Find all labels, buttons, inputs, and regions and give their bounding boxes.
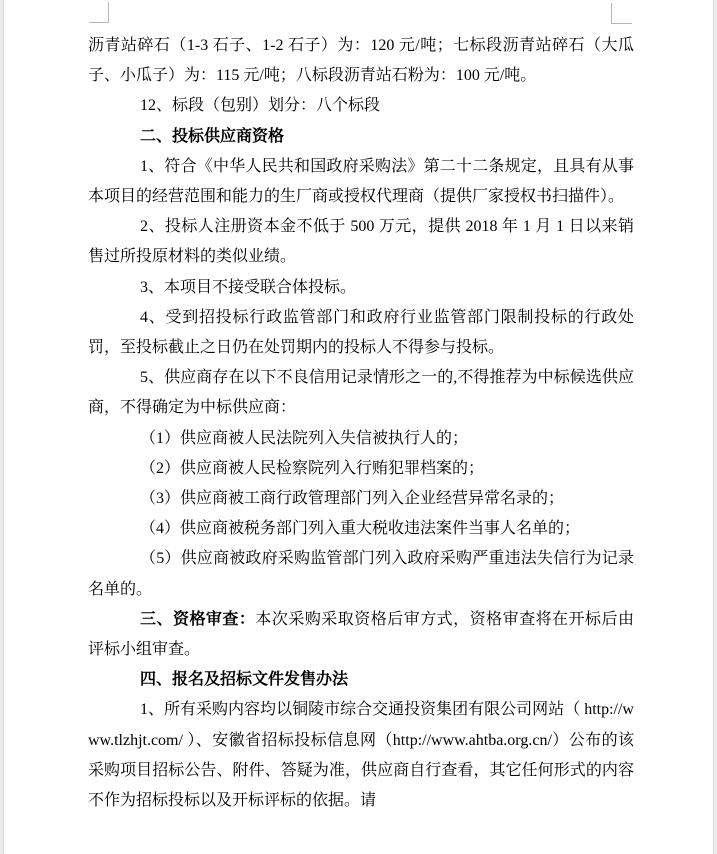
text-run: （5）供应商被政府采购监管部门列入政府采购严重违法失信行为记录名单的。 (88, 550, 634, 598)
para-item-12-lot-division (88, 91, 634, 121)
document-page[interactable] (3, 0, 714, 854)
text-run: 5、供应商存在以下不良信用记录情形之一的,不得推荐为中标候选供应商，不得确定为中标供应商： (88, 369, 634, 417)
bold-text-run: 四、报名及招标文件发售办法 (140, 671, 349, 689)
para-bad-credit-item-2 (88, 454, 634, 484)
margin-crop-mark-top-right-icon (611, 3, 632, 24)
text-run: （4）供应商被税务部门列入重大税收违法案件当事人名单的； (140, 520, 581, 538)
para-qualification-5 (88, 363, 634, 423)
para-section-3-qualification-review (88, 605, 634, 665)
text-run: 2、投标人注册资本金不低于 500 万元，提供 2018 年 1 月 1 日以来销售过所投原材料的类似业绩。 (88, 218, 634, 266)
para-qualification-2 (88, 212, 634, 272)
para-bad-credit-item-4 (88, 514, 634, 544)
text-run: 3、本项目不接受联合体投标。 (140, 278, 357, 296)
para-qualification-3 (88, 273, 634, 303)
para-qualification-4 (88, 303, 634, 363)
document-text-area[interactable] (88, 31, 634, 816)
para-registration-1 (88, 695, 634, 816)
para-price-continuation (88, 31, 634, 91)
text-run: 沥青站碎石（1-3 石子、1-2 石子）为：120 元/吨；七标段沥青站碎石（大瓜子、小瓜子）为：115 元/吨；八标段沥青站石粉为：100 元/吨。 (88, 37, 634, 85)
heading-section-2-supplier-qualification (88, 122, 634, 152)
text-run: 1、所有采购内容均以铜陵市综合交通投资集团有限公司网站（ http://www.tlzhjt.com/ ）、安徽省招标投标信息网（http://www.ahtba.org.cn/）公布的该采购项目招标公告、附件、答疑为准，供应商自行查看，其它任何形式的内容不作为招标投标以及开标评标的依据。请 (88, 701, 634, 810)
margin-crop-mark-top-left-icon (89, 2, 109, 23)
text-run: 12、标段（包别）划分：八个标段 (140, 97, 381, 115)
para-bad-credit-item-3 (88, 484, 634, 514)
para-bad-credit-item-5 (88, 544, 634, 604)
bold-text-run: 二、投标供应商资格 (140, 127, 285, 145)
text-run: （1）供应商被人民法院列入失信被执行人的； (140, 429, 469, 447)
para-qualification-1 (88, 152, 634, 212)
text-run: （3）供应商被工商行政管理部门列入企业经营异常名录的； (140, 490, 565, 508)
text-run: 1、符合《中华人民共和国政府采购法》第二十二条规定，且具有从事本项目的经营范围和能力的生厂商或授权代理商（提供厂家授权书扫描件）。 (88, 157, 634, 206)
text-run: 4、受到招投标行政监管部门和政府行业监管部门限制投标的行政处罚，至投标截止之日仍在处罚期内的投标人不得参与投标。 (88, 308, 634, 357)
heading-section-4-registration-and-document-sale (88, 665, 634, 695)
text-run: 本次采购采取资格后审方式，资格审查将在开标后由评标小组审查。 (88, 610, 634, 659)
text-run: （2）供应商被人民检察院列入行贿犯罪档案的； (140, 459, 485, 477)
bold-text-run: 三、资格审查： (140, 610, 256, 628)
para-bad-credit-item-1 (88, 424, 634, 454)
